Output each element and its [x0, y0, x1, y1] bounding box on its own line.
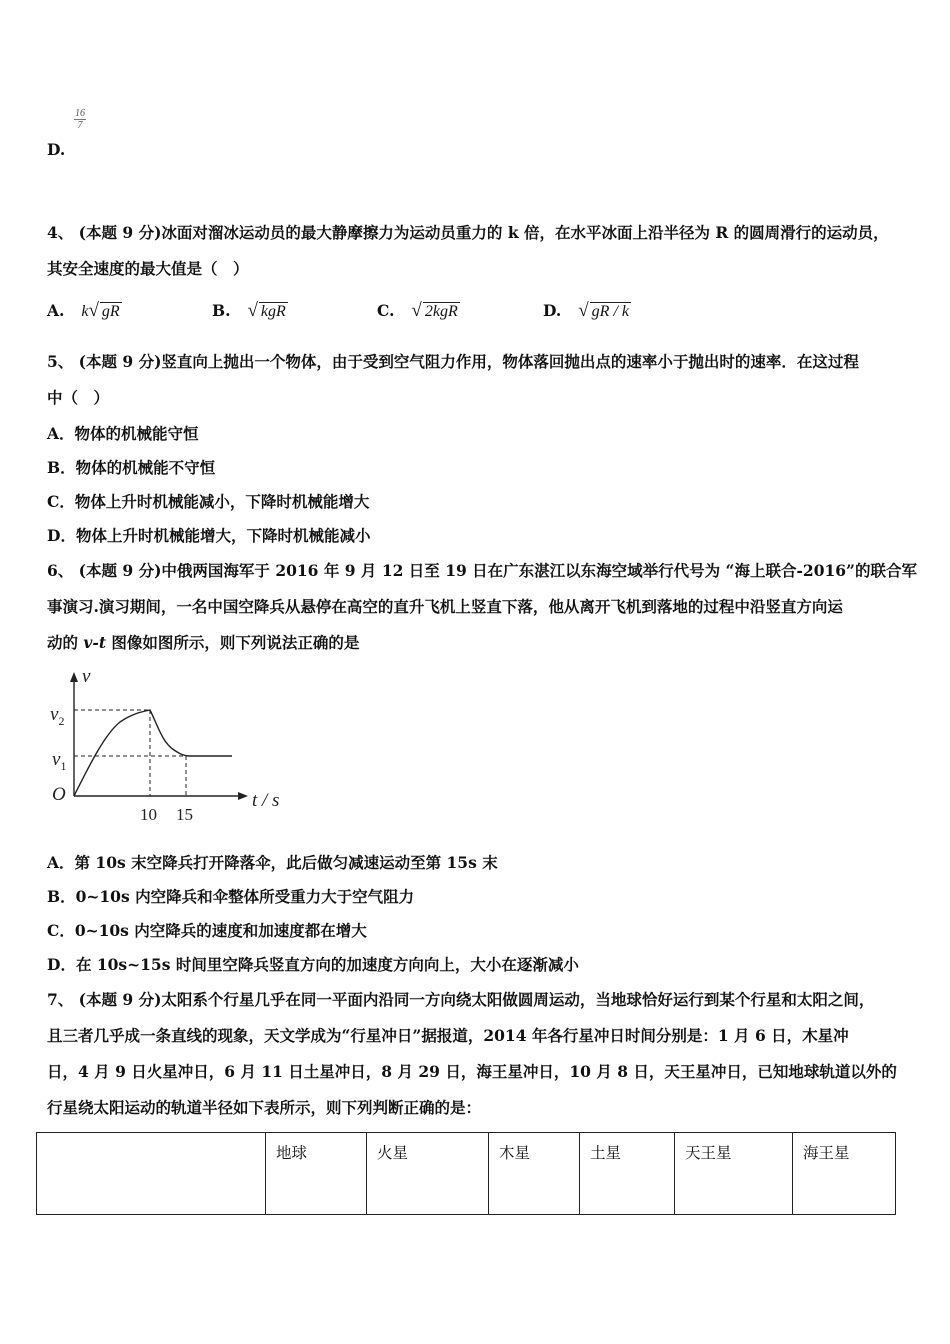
velocity-curve — [74, 710, 232, 796]
q4-option-a-formula: k√ gR — [81, 300, 120, 321]
q6-option-b[interactable]: B．0~10s 内空降兵和伞整体所受重力大于空气阻力 — [47, 887, 415, 906]
q4-option-b[interactable]: B. √ kgR — [212, 300, 286, 321]
table-header-saturn: 土星 — [580, 1133, 675, 1215]
q4-option-c[interactable]: C. √ 2kgR — [377, 300, 458, 321]
q6-line-2: 事演习.演习期间，一名中国空降兵从悬停在高空的直升飞机上竖直下落，他从离开飞机到落地的过程中沿竖直方向运 — [47, 597, 843, 616]
q5-option-c[interactable]: C．物体上升时机械能减小，下降时机械能增大 — [47, 492, 370, 511]
q5-stem — [47, 344, 917, 416]
table-header-earth: 地球 — [266, 1133, 367, 1215]
q4-option-c-formula: √ 2kgR — [411, 300, 458, 321]
table-row — [37, 1133, 896, 1215]
q4-line-2: 其安全速度的最大值是（ ） — [47, 259, 249, 278]
q6-option-a[interactable]: A．第 10s 末空降兵打开降落伞，此后做匀减速运动至第 15s 末 — [47, 853, 498, 872]
q4-stem — [47, 215, 917, 287]
origin-label: O — [52, 784, 66, 805]
q6-stem — [47, 553, 917, 661]
x-axis-label: t / s — [252, 790, 280, 811]
v-t-graph — [40, 664, 300, 834]
q6-line-1: 6、 (本题 9 分)中俄两国海军于 2016 年 9 月 12 日至 19 日在广东湛江以东海空域举行代号为 “海上联合-2016”的联合军 — [47, 561, 917, 580]
q3-option-d-label: D. — [47, 140, 66, 159]
x-axis-arrow — [238, 792, 248, 800]
q7-line-1: 7、 (本题 9 分)太阳系个行星几乎在同一平面内沿同一方向绕太阳做圆周运动，当地球恰好运行到某个行星和太阳之间， — [47, 990, 875, 1009]
q5-option-d[interactable]: D．物体上升时机械能增大，下降时机械能减小 — [47, 526, 371, 545]
fraction-16-over-7 — [74, 108, 86, 131]
q4-line-1: 4、 (本题 9 分)冰面对溜冰运动员的最大静摩擦力为运动员重力的 k 倍，在水平冰面上沿半径为 R 的圆周滑行的运动员， — [47, 223, 889, 242]
table-header-uranus: 天王星 — [675, 1133, 793, 1215]
q7-line-4: 行星绕太阳运动的轨道半径如下表所示，则下列判断正确的是： — [47, 1098, 482, 1117]
table-header-mars: 火星 — [367, 1133, 489, 1215]
planet-orbit-table — [36, 1132, 896, 1215]
q6-line-3: 动的 v-t 图像如图所示，则下列说法正确的是 — [47, 633, 360, 652]
fraction-numerator: 16 — [75, 108, 85, 119]
q4-option-d-formula: √ gR / k — [578, 300, 629, 321]
q4-option-a[interactable]: A. k√ gR — [47, 300, 120, 321]
v2-label: $v_2$ — [50, 704, 65, 728]
q5-option-a[interactable]: A．物体的机械能守恒 — [47, 424, 199, 443]
q5-line-2: 中（ ） — [47, 388, 110, 407]
t10-label: 10 — [140, 805, 157, 824]
q4-option-b-formula: √ kgR — [247, 300, 286, 321]
y-axis-arrow — [70, 672, 78, 682]
q5-line-1: 5、 (本题 9 分)竖直向上抛出一个物体，由于受到空气阻力作用，物体落回抛出点的速率小于抛出时的速率．在这过程 — [47, 352, 859, 371]
table-cell-blank — [37, 1133, 266, 1215]
q7-line-3: 日，4 月 9 日火星冲日，6 月 11 日土星冲日，8 月 29 日，海王星冲日，10 月 8 日，天王星冲日，已知地球轨道以外的 — [47, 1062, 897, 1081]
fraction-denominator: 7 — [77, 120, 83, 131]
q4-option-d[interactable]: D. √ gR / k — [543, 300, 629, 321]
q7-stem — [47, 982, 917, 1126]
y-axis-label: v — [82, 666, 91, 687]
t15-label: 15 — [176, 805, 193, 824]
q5-option-b[interactable]: B．物体的机械能不守恒 — [47, 458, 216, 477]
q7-line-2: 且三者几乎成一条直线的现象，天文学成为“行星冲日”据报道，2014 年各行星冲日时间分别是：1 月 6 日，木星冲 — [47, 1026, 849, 1045]
q6-option-c[interactable]: C．0~10s 内空降兵的速度和加速度都在增大 — [47, 921, 367, 940]
table-header-jupiter: 木星 — [489, 1133, 580, 1215]
v1-label: $v_1$ — [52, 749, 67, 773]
q6-option-d[interactable]: D．在 10s~15s 时间里空降兵竖直方向的加速度方向向上，大小在逐渐减小 — [47, 955, 579, 974]
table-header-neptune: 海王星 — [793, 1133, 896, 1215]
